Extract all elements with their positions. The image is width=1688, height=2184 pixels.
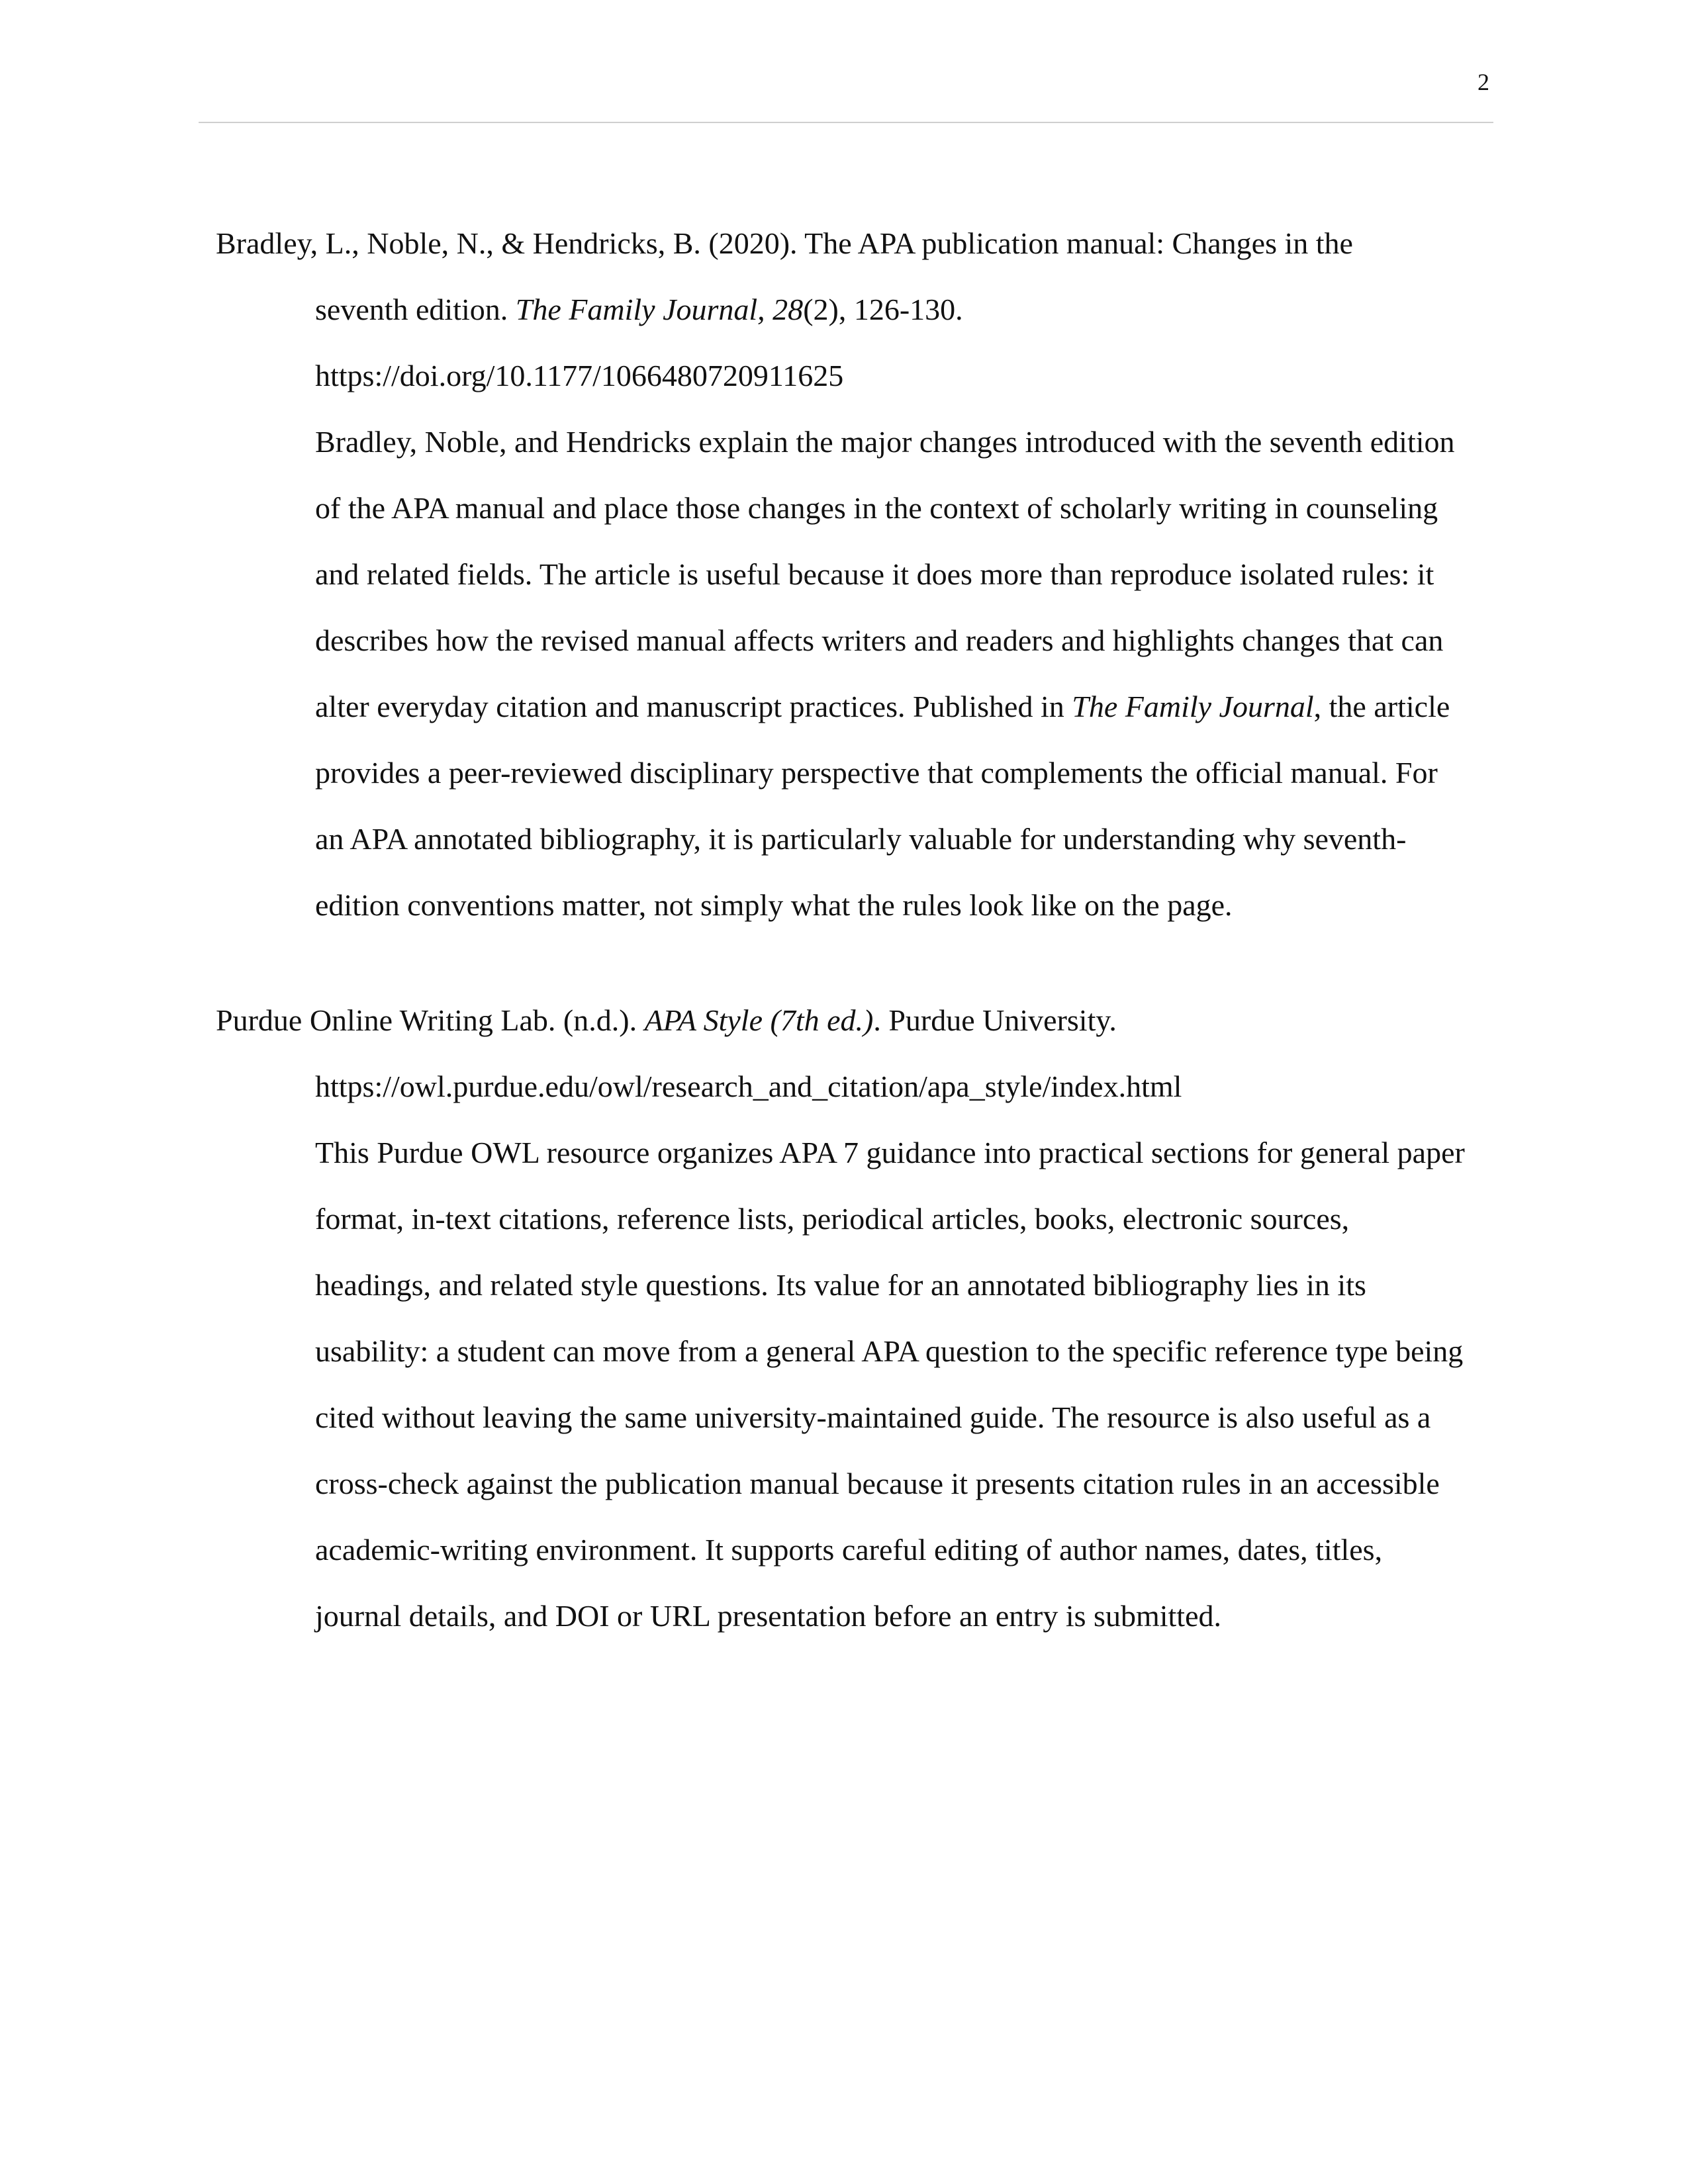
journal-title: The Family Journal, 28 — [515, 293, 804, 326]
url-link[interactable] — [216, 1054, 1474, 1120]
header-divider — [199, 122, 1493, 123]
annotation-text: This Purdue OWL resource organizes APA 7 guidance into practical sections for general paper format, in-text citations, reference lists, periodical articles, books, electronic sources, headings, and related style questions. Its value for an annotated bibliography lies in its usability: a student can move from a general APA question to the specific reference type being cited without leaving the same university-maintained guide. The resource is also useful as a cross-check against the publication manual because it presents citation rules in an accessible academic-writing environment. It supports careful editing of author names, dates, titles, journal details, and DOI or URL presentation before an entry is submitted. — [315, 1136, 1465, 1633]
citation-text: seventh edition. — [315, 293, 516, 326]
annotated-bibliography — [216, 210, 1474, 1698]
page-number: 2 — [1477, 69, 1489, 95]
bibliography-entry — [216, 210, 1474, 938]
annotation-paragraph — [216, 409, 1467, 938]
citation-text: (2), 126-130. — [803, 293, 963, 326]
citation-text: . Purdue University. — [873, 1003, 1117, 1037]
citation-line — [216, 987, 1474, 1054]
annotation-text: Bradley, Noble, and Hendricks explain the major changes introduced with the seventh edition of the APA manual and place those changes in the context of scholarly writing in counseling and related fields. The article is useful because it does more than reproduce isolated rules: it describes how the revised manual affects writers and readers and highlights changes that can alter everyday citation and manuscript practices. Published in — [315, 425, 1455, 723]
citation-line — [216, 277, 1474, 343]
citation-line — [216, 210, 1474, 277]
journal-title: The Family Journal — [1072, 690, 1314, 723]
annotation-paragraph — [216, 1120, 1467, 1649]
citation-text: Bradley, L., Noble, N., & Hendricks, B. (2020). The APA publication manual: Changes in the — [216, 226, 1353, 260]
url-text: https://owl.purdue.edu/owl/research_and_citation/apa_style/index.html — [315, 1069, 1182, 1103]
annotation-text: , the article provides a peer-reviewed disciplinary perspective that complements the official manual. For an APA annotated bibliography, it is particularly valuable for understanding why seventh-edition conventions matter, not simply what the rules look like on the page. — [315, 690, 1450, 922]
bibliography-entry — [216, 987, 1474, 1649]
doi-text: https://doi.org/10.1177/1066480720911625 — [315, 359, 844, 392]
doi-link[interactable] — [216, 343, 1474, 409]
citation-text: Purdue Online Writing Lab. (n.d.). — [216, 1003, 645, 1037]
work-title: APA Style (7th ed.) — [644, 1003, 874, 1037]
